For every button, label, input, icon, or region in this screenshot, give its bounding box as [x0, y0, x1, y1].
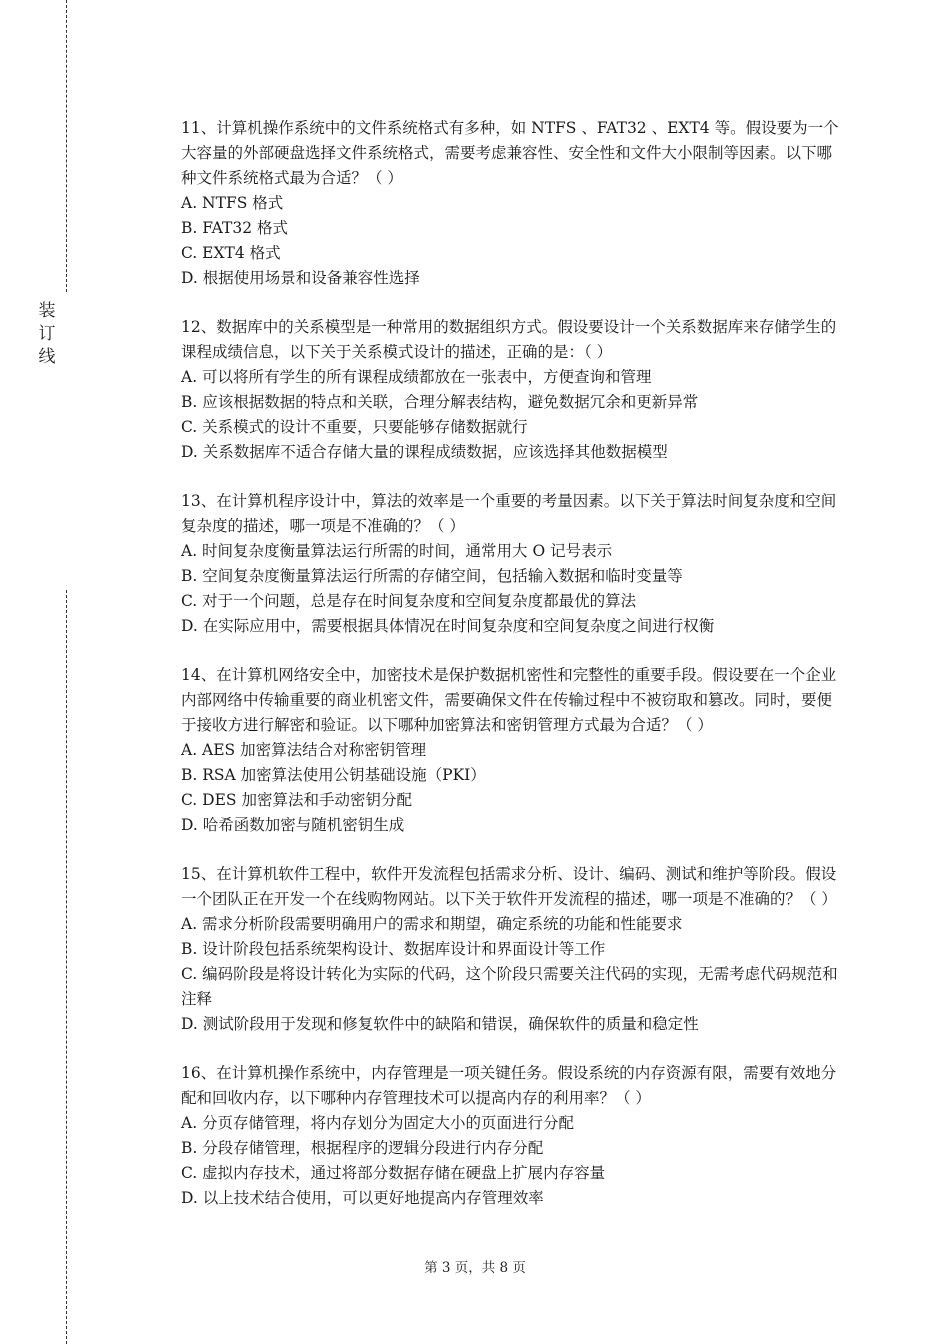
option-a: A. 可以将所有学生的所有课程成绩都放在一张表中，方便查询和管理 — [181, 368, 652, 386]
option-a: A. NTFS 格式 — [181, 194, 284, 212]
question-14 — [181, 663, 841, 838]
question-stem: 16、在计算机操作系统中，内存管理是一项关键任务。假设系统的内存资源有限，需要有效地分配和回收内存，以下哪种内存管理技术可以提高内存的利用率？（ ） — [181, 1064, 837, 1107]
binding-char: 订 — [38, 324, 56, 344]
page-number: 第 3 页，共 8 页 — [424, 1260, 526, 1276]
binding-line-top — [66, 0, 67, 292]
option-b: B. RSA 加密算法使用公钥基础设施（PKI） — [181, 766, 486, 784]
option-a: A. 需求分析阶段需要明确用户的需求和期望，确定系统的功能和性能要求 — [181, 915, 683, 933]
question-12 — [181, 315, 841, 465]
option-d: D. 在实际应用中，需要根据具体情况在时间复杂度和空间复杂度之间进行权衡 — [181, 617, 715, 635]
question-16 — [181, 1061, 841, 1211]
option-a: A. 时间复杂度衡量算法运行所需的时间，通常用大 O 记号表示 — [181, 542, 613, 560]
option-c: C. 虚拟内存技术，通过将部分数据存储在硬盘上扩展内存容量 — [181, 1164, 606, 1182]
option-a: A. AES 加密算法结合对称密钥管理 — [181, 741, 427, 759]
option-d: D. 关系数据库不适合存储大量的课程成绩数据，应该选择其他数据模型 — [181, 443, 668, 461]
question-13 — [181, 489, 841, 639]
option-c: C. 编码阶段是将设计转化为实际的代码，这个阶段只需要关注代码的实现，无需考虑代码规范和注释 — [181, 965, 838, 1008]
question-15 — [181, 862, 841, 1037]
option-c: C. 对于一个问题，总是存在时间复杂度和空间复杂度都最优的算法 — [181, 592, 637, 610]
option-b: B. 应该根据数据的特点和关联，合理分解表结构，避免数据冗余和更新异常 — [181, 393, 699, 411]
option-c: C. DES 加密算法和手动密钥分配 — [181, 791, 412, 809]
question-stem: 13、在计算机程序设计中，算法的效率是一个重要的考量因素。以下关于算法时间复杂度和空间复杂度的描述，哪一项是不准确的？（ ） — [181, 492, 837, 535]
binding-label — [36, 300, 58, 369]
option-d: D. 根据使用场景和设备兼容性选择 — [181, 269, 420, 287]
question-11 — [181, 116, 841, 291]
question-stem: 15、在计算机软件工程中，软件开发流程包括需求分析、设计、编码、测试和维护等阶段。假设一个团队正在开发一个在线购物网站。以下关于软件开发流程的描述，哪一项是不准确的？（ ） — [181, 865, 837, 908]
option-b: B. 空间复杂度衡量算法运行所需的存储空间，包括输入数据和临时变量等 — [181, 567, 683, 585]
option-b: B. 设计阶段包括系统架构设计、数据库设计和界面设计等工作 — [181, 940, 606, 958]
option-d: D. 哈希函数加密与随机密钥生成 — [181, 816, 405, 834]
option-d: D. 以上技术结合使用，可以更好地提高内存管理效率 — [181, 1189, 544, 1207]
option-b: B. FAT32 格式 — [181, 219, 288, 237]
option-a: A. 分页存储管理，将内存划分为固定大小的页面进行分配 — [181, 1114, 575, 1132]
option-c: C. 关系模式的设计不重要，只要能够存储数据就行 — [181, 418, 528, 436]
option-b: B. 分段存储管理，根据程序的逻辑分段进行内存分配 — [181, 1139, 544, 1157]
binding-char: 装 — [38, 301, 56, 321]
binding-line-bottom — [66, 590, 67, 1344]
binding-char: 线 — [38, 347, 56, 367]
question-list — [181, 116, 841, 1235]
question-stem: 12、数据库中的关系模型是一种常用的数据组织方式。假设要设计一个关系数据库来存储学生的课程成绩信息，以下关于关系模式设计的描述，正确的是：（ ） — [181, 318, 837, 361]
question-stem: 14、在计算机网络安全中，加密技术是保护数据机密性和完整性的重要手段。假设要在一个企业内部网络中传输重要的商业机密文件，需要确保文件在传输过程中不被窃取和篡改。同时，要便于接收方进行解密和验证。以下哪种加密算法和密钥管理方式最为合适？（ ） — [181, 666, 837, 734]
option-c: C. EXT4 格式 — [181, 244, 281, 262]
question-stem: 11、计算机操作系统中的文件系统格式有多种，如 NTFS 、FAT32 、EXT4 等。假设要为一个大容量的外部硬盘选择文件系统格式，需要考虑兼容性、安全性和文件大小限制等因素。以下哪种文件系统格式最为合适？（ ） — [181, 119, 839, 187]
option-d: D. 测试阶段用于发现和修复软件中的缺陷和错误，确保软件的质量和稳定性 — [181, 1015, 699, 1033]
